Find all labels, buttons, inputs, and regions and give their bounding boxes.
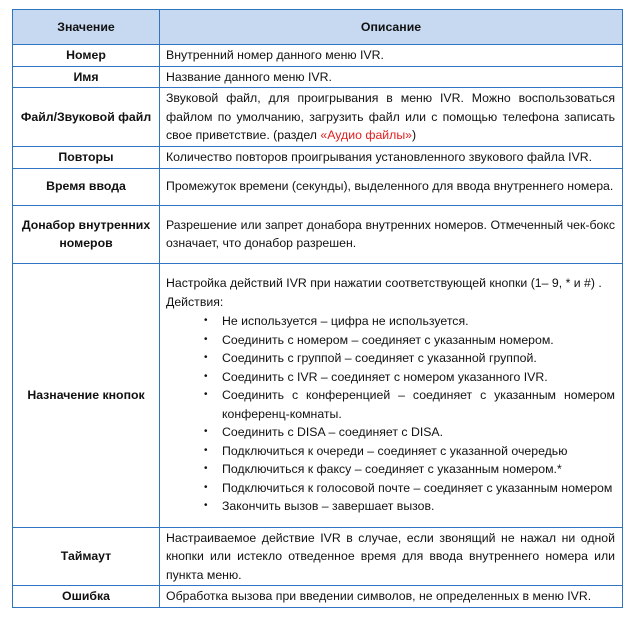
description-text-end: ) — [412, 128, 417, 143]
row-description: Название данного меню IVR. — [160, 66, 623, 88]
bullet-icon: • — [204, 426, 208, 438]
bullet-icon: • — [204, 444, 208, 456]
table-row — [13, 168, 623, 205]
table-header-row — [13, 10, 623, 45]
row-description: Настраиваемое действие IVR в случае, если звонящий не нажал ни одной кнопки или истекло отведенное время для ввода внутреннего номера или пункта меню. — [160, 527, 623, 586]
list-item: • Соединить с конференцией – соединяет с указанным номером конференц-комнаты. — [204, 388, 615, 421]
list-item: • Подключиться к факсу – соединяет с указанным номером.* — [222, 460, 615, 479]
table-row — [13, 45, 623, 67]
list-item: • Подключиться к очереди – соединяет с указанной очередью — [222, 442, 615, 461]
buttons-description: Настройка действий IVR при нажатии соответствующей кнопки (1– 9, * и #) . — [166, 276, 602, 291]
row-name: Файл/Звуковой файл — [13, 88, 160, 147]
list-item: • Подключиться к голосовой почте – соединяет с указанным номером — [222, 479, 615, 498]
row-name: Ошибка — [13, 586, 160, 608]
table-row — [13, 263, 623, 527]
table-row — [13, 586, 623, 608]
row-description: Обработка вызова при введении символов, не определенных в меню IVR. — [160, 586, 623, 608]
row-name: Время ввода — [13, 168, 160, 205]
header-description: Описание — [160, 10, 623, 45]
row-name: Назначение кнопок — [13, 263, 160, 527]
row-description: Разрешение или запрет донабора внутренних номеров. Отмеченный чек-бокс означает, что донабор разрешен. — [160, 205, 623, 263]
ivr-parameters-table — [12, 9, 623, 608]
list-item: • Соединить с номером – соединяет с указанным номером. — [222, 331, 615, 350]
header-name: Значение — [13, 10, 160, 45]
table-row — [13, 88, 623, 147]
bullet-icon: • — [204, 463, 208, 475]
list-item: • Не используется – цифра не используется. — [222, 312, 615, 331]
bullet-icon: • — [204, 315, 208, 327]
audio-files-link[interactable]: «Аудио файлы» — [320, 128, 413, 143]
list-item: • Соединить с группой – соединяет с указанной группой. — [222, 349, 615, 368]
table-row — [13, 527, 623, 586]
table-row — [13, 147, 623, 169]
row-name: Имя — [13, 66, 160, 88]
bullet-icon: • — [204, 352, 208, 364]
list-item: • Закончить вызов – завершает вызов. — [222, 497, 615, 516]
row-name: Донабор внутренних номеров — [13, 205, 160, 263]
actions-list — [166, 312, 615, 516]
row-name: Номер — [13, 45, 160, 67]
list-item: • Соединить с DISA – соединяет с DISA. — [222, 423, 615, 442]
row-description: Промежуток времени (секунды), выделенного для ввода внутреннего номера. — [160, 168, 623, 205]
bullet-icon: • — [204, 389, 208, 401]
description-text: Звуковой файл, для проигрывания в меню IVR. Можно воспользоваться файлом по умолчанию, загрузить файл или с помощью телефона записать свое приветствие. (раздел — [166, 91, 615, 143]
actions-label: Действия: — [166, 294, 224, 309]
table-row — [13, 205, 623, 263]
bullet-icon: • — [204, 370, 208, 382]
bullet-icon: • — [204, 500, 208, 512]
row-description — [160, 263, 623, 527]
row-name: Таймаут — [13, 527, 160, 586]
table-row — [13, 66, 623, 88]
row-description — [160, 88, 623, 147]
row-name: Повторы — [13, 147, 160, 169]
row-description: Количество повторов проигрывания установленного звукового файла IVR. — [160, 147, 623, 169]
bullet-icon: • — [204, 333, 208, 345]
list-item: • Соединить с IVR – соединяет с номером указанного IVR. — [222, 368, 615, 387]
bullet-icon: • — [204, 481, 208, 493]
row-description: Внутренний номер данного меню IVR. — [160, 45, 623, 67]
